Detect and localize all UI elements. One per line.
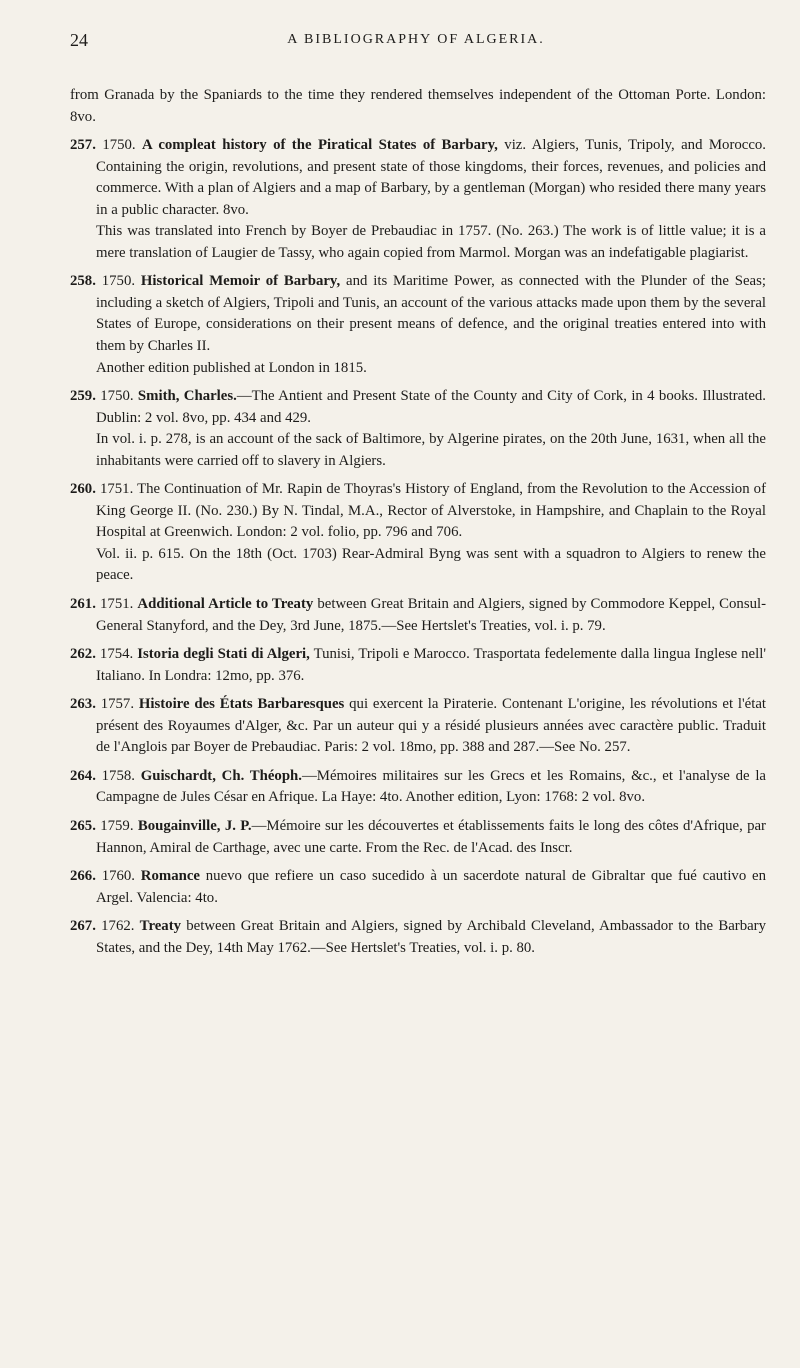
continued-paragraph: from Granada by the Spaniards to the time they rendered themselves independent of the Ottoman Porte. London: 8vo. [70, 87, 766, 125]
entry-body: between Great Britain and Algiers, signed by Archibald Cleveland, Ambassador to the Barbary States, and the Dey, 14th May 1762.—See Hertslet's Treaties, vol. i. p. 80. [96, 918, 766, 956]
entry-number: 267. [70, 918, 96, 935]
entry-heading: Histoire des États Barbaresques [138, 696, 345, 713]
entry-body: and its Maritime Power, as connected with the Plunder of the Seas; including a sketch of Algiers, Tripoli and Tunis, an account of the various attacks made upon them by the several States of Europe, considerations on their present means of defence, and the original treaties entered into with them by Charles II. [96, 273, 766, 355]
bibliography-entry [70, 135, 766, 221]
entry-number: 258. [70, 273, 96, 290]
entry-number: 259. [70, 388, 96, 405]
entry-year: 1762. [101, 918, 135, 935]
entry-body: The Continuation of Mr. Rapin de Thoyras's History of England, from the Revolution to the Accession of King George II. (No. 230.) By N. Tindal, M.A., Rector of Alverstoke, in Hampshire, and Chaplain to the Royal Hospital at Greenwich. London: 2 vol. folio, pp. 796 and 706. [96, 481, 767, 541]
entry-heading: Smith, Charles. [137, 388, 237, 405]
entry-year: 1760. [101, 868, 135, 885]
bibliography-entry [70, 386, 766, 429]
entry-heading: Guischardt, Ch. Théoph. [140, 767, 302, 784]
entry-year: 1750. [100, 388, 134, 405]
running-title: A BIBLIOGRAPHY OF ALGERIA. [287, 32, 545, 47]
entry-body: qui exercent la Piraterie. Contenant L'origine, les révolutions et l'état présent des Royaumes d'Alger, &c. Par un auteur qui y a résidé plusieurs années avec caractère public. Traduit de l'Anglois par Boyer de Prebaudiac. Paris: 2 vol. 18mo, pp. 388 and 287.—See No. 257. [96, 696, 767, 756]
entry-year: 1750. [101, 273, 136, 290]
running-head [70, 0, 762, 58]
entry-heading: Historical Memoir of Barbary, [140, 273, 341, 290]
entry-body: Tunisi, Tripoli e Marocco. Trasportata fedelemente dalla lingua Inglese nell' Italiano. In Londra: 12mo, pp. 376. [96, 646, 767, 684]
entry-year: 1759. [100, 817, 134, 834]
entry-note: In vol. i. p. 278, is an account of the sack of Baltimore, by Algerine pirates, on the 20th June, 1631, when all the inhabitants were carried off to slavery in Algiers. [96, 431, 766, 469]
entry-heading: Romance [140, 868, 200, 885]
entry-body: —Mémoire sur les découvertes et établissements faits le long des côtes d'Afrique, par Hannon, Amiral de Carthage, avec une carte. From the Rec. de l'Acad. des Inscr. [96, 817, 766, 856]
bibliography-entry [70, 816, 766, 859]
entry-heading: Additional Article to Treaty [137, 596, 314, 613]
entry-body: viz. Algiers, Tunis, Tripoly, and Morocco. Containing the origin, revolutions, and present state of those kingdoms, their forces, revenues, and policies and commerce. With a plan of Algiers and a map of Barbary, by a gentleman (Morgan) who resided there many years in a public character. 8vo. [96, 137, 767, 218]
entry-note: Vol. ii. p. 615. On the 18th (Oct. 1703) Rear-Admiral Byng was sent with a squadron to Algiers to renew the peace. [96, 545, 766, 584]
entry-number: 260. [70, 481, 96, 498]
entry-year: 1757. [100, 696, 135, 713]
bibliography-entry [70, 479, 766, 544]
bibliography-entry [70, 644, 766, 687]
entry-number: 266. [70, 868, 96, 885]
bibliography-entry [70, 916, 766, 959]
entry-body: —Mémoires militaires sur les Grecs et les Romains, &c., et l'analyse de la Campagne de Jules César en Afrique. La Haye: 4to. Another edition, Lyon: 1768: 2 vol. 8vo. [96, 767, 766, 806]
entry-year: 1758. [101, 767, 135, 784]
page-number: 24 [70, 30, 88, 50]
entry-number: 257. [70, 137, 96, 154]
entry-body: between Great Britain and Algiers, signed by Commodore Keppel, Consul-General Stanyford, and the Dey, 3rd June, 1875.—See Hertslet's Treaties, vol. i. p. 79. [96, 596, 767, 634]
bibliography-entry [70, 866, 766, 909]
entry-year: 1754. [99, 646, 134, 663]
entry-body: —The Antient and Present State of the County and City of Cork, in 4 books. Illustrated. Dublin: 2 vol. 8vo, pp. 434 and 429. [96, 388, 767, 426]
entry-year: 1751. [100, 596, 134, 613]
entry-heading: Istoria degli Stati di Algeri, [137, 646, 310, 663]
entry-heading: Bougainville, J. P. [137, 817, 252, 834]
entry-year: 1751. [99, 481, 134, 498]
bibliography-entry [70, 271, 766, 357]
entry-body: nuevo que refiere un caso sucedido à un sacerdote natural de Gibraltar que fué cautivo en Argel. Valencia: 4to. [96, 868, 766, 906]
entry-number: 263. [70, 696, 96, 713]
entry-year: 1750. [102, 137, 136, 154]
entry-heading: A compleat history of the Piratical States of Barbary, [142, 137, 498, 154]
entry-number: 264. [70, 767, 96, 784]
bibliography-entry [70, 694, 766, 759]
page-content [70, 85, 766, 966]
entry-number: 262. [70, 646, 96, 663]
entry-note: This was translated into French by Boyer de Prebaudiac in 1757. (No. 263.) The work is of little value; it is a mere translation of Laugier de Tassy, who again copied from Marmol. Morgan was an indefatigable plagiarist. [96, 223, 766, 261]
entry-number: 261. [70, 596, 96, 613]
bibliography-entry [70, 594, 766, 637]
entry-number: 265. [70, 817, 96, 834]
bibliography-entry [70, 766, 766, 809]
entry-note: Another edition published at London in 1815. [96, 359, 367, 376]
bibliography-entries [70, 135, 766, 959]
entry-heading: Treaty [139, 918, 182, 935]
